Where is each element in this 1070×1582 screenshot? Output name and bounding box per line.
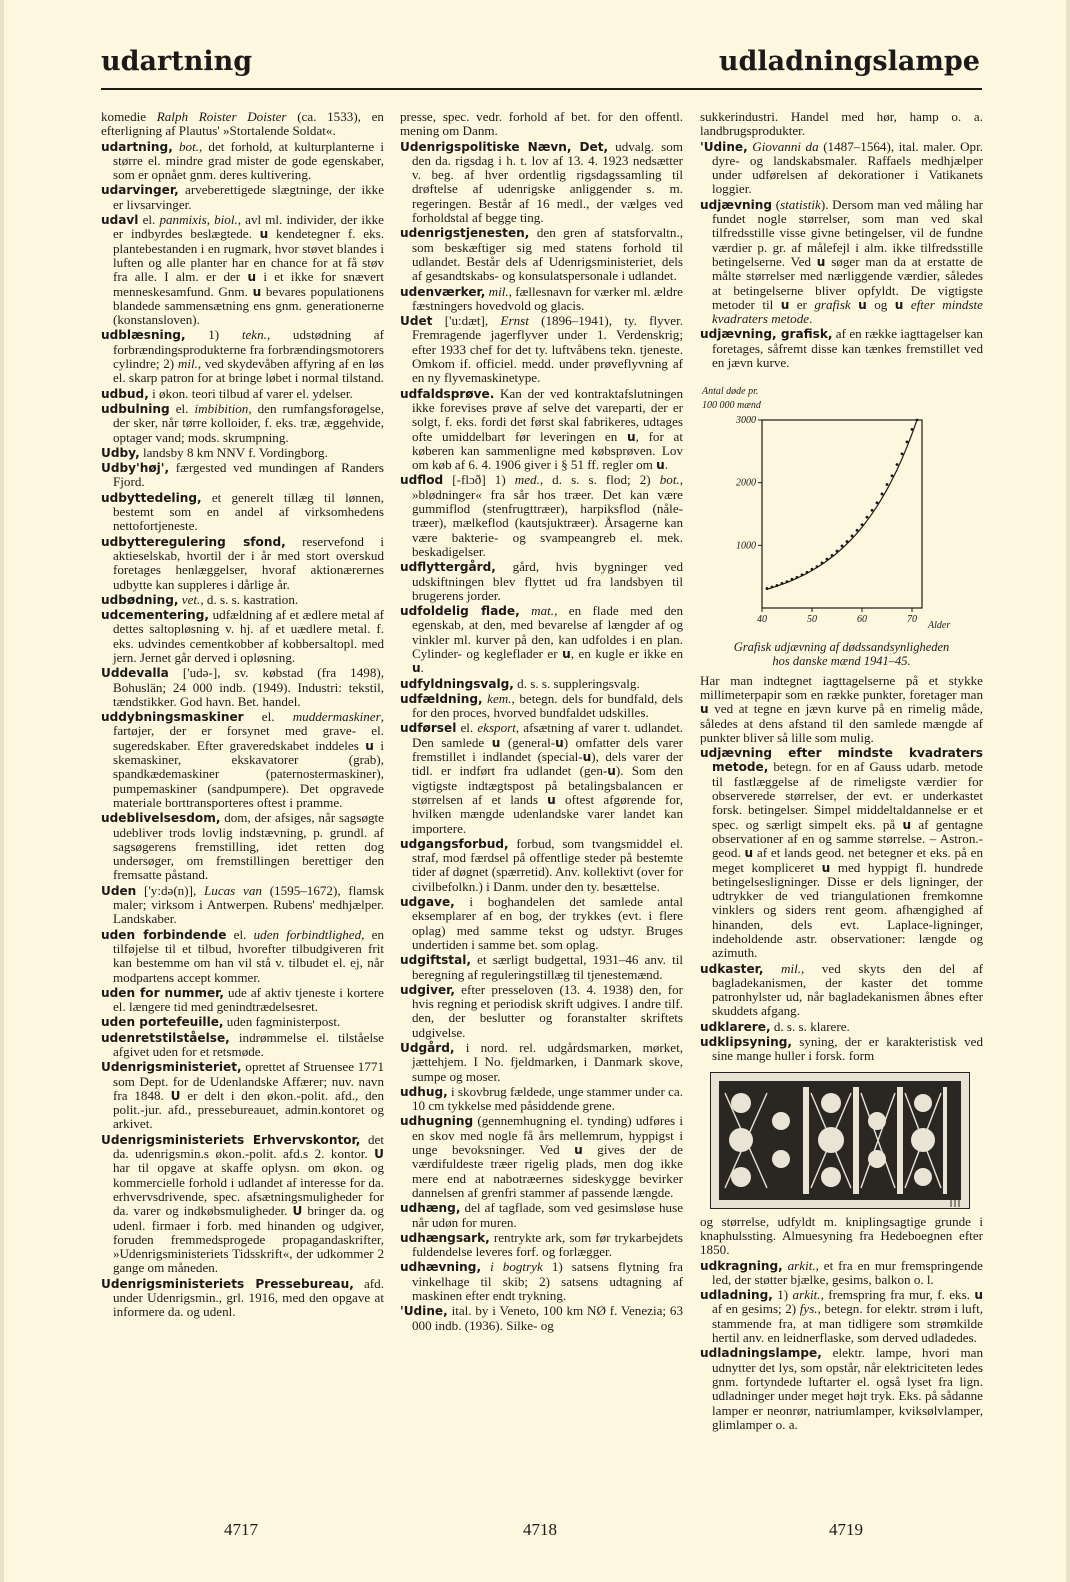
entry-headword: udflod: [400, 473, 444, 488]
dictionary-entry: [400, 1085, 683, 1114]
entry-headword: Uddevalla: [101, 666, 169, 681]
entry-definition: og størrelse, udfyldt m. kniplingsagtige grunde i knaphulssting. Almuesyning fra Hedeboegnen efter 1850.: [700, 1213, 983, 1258]
entry-definition: uden fagministerpost.: [223, 1014, 341, 1030]
entry-headword: udarvinger,: [101, 183, 179, 198]
dictionary-entry: [700, 1346, 983, 1432]
entry-headword: udjævning: [700, 197, 772, 212]
dictionary-entry: [101, 986, 384, 1015]
dictionary-entry: [400, 1201, 683, 1230]
entry-definition: af en række iagttagelser kan foretages, såfremt disse kan tænkes fremstillet ved en jævn kurve.: [712, 326, 983, 371]
entry-headword: udartning,: [101, 139, 173, 154]
x-tick-label: 50: [807, 614, 817, 626]
observation-point: [836, 550, 839, 553]
entry-headword: udgangsforbud,: [400, 836, 509, 851]
observation-point: [891, 475, 894, 478]
dictionary-entry: [400, 1041, 683, 1084]
entry-definition: Giovanni da (1487–1564), ital. maler. Opr. dyre- og landskabsmaler. Raffaels medhjælper under udførelsen af dekorationer i Vatikanets loggier.: [712, 138, 983, 197]
observation-point: [861, 524, 864, 527]
entry-definition: i nord. rel. udgårdsmarken, mørket, jættehjem. I No. fjeldmarken, i Danmark skove, sumpe og moser.: [412, 1040, 683, 1084]
x-tick-label: 60: [857, 614, 867, 626]
entry-headword: udklipsyning,: [700, 1035, 792, 1050]
dictionary-entry: [101, 1133, 384, 1276]
entry-definition: el. imbibition, den rumfangsforøgelse, der sker, når tørre kolloider, f. eks. træ, æggehvide, optager vand; mods. skrumpning.: [113, 400, 384, 445]
entry-definition: udvalg. som den da. rigsdag i h. t. lov af 13. 4. 1923 nedsætter v. beg. af hver ordentlig rigsdagssamling til drøftelse af udenrigske anliggender s. m. regeringen. Består af 16 medl., der vælges ved forholdstal af begge ting.: [412, 138, 683, 226]
entry-definition: indrømmelse el. tilståelse afgivet uden for et retsmøde.: [113, 1029, 384, 1059]
dictionary-entry: [700, 1215, 983, 1258]
entry-headword: udjævning efter mindste kvadraters metode,: [700, 746, 983, 775]
dictionary-entry: [400, 1304, 683, 1333]
entry-definition: efter presseloven (13. 4. 1938) den, for hvis regning et periodisk skrift udgives. I andre tilf. den, der beslutter og foranstalter skriftets udgivelse.: [412, 981, 683, 1040]
entries-col-2: [400, 110, 683, 1333]
entry-headword: Udenrigsministeriets Pressebureau,: [101, 1276, 354, 1291]
dictionary-entry: [101, 593, 384, 607]
mortality-chart-svg: [700, 380, 983, 632]
dictionary-entry: [101, 110, 384, 139]
entry-headword: udbytteregulering sfond,: [101, 534, 286, 549]
entry-definition: d. s. s. klarere.: [770, 1018, 850, 1034]
observation-point: [821, 562, 824, 565]
observation-point: [841, 545, 844, 548]
x-tick-label: 70: [907, 614, 917, 626]
observation-point: [806, 571, 809, 574]
observation-point: [766, 588, 769, 591]
dictionary-entry: [400, 473, 683, 559]
entry-headword: udfældning,: [400, 691, 483, 706]
left-running-headword: udartning: [101, 46, 253, 77]
entry-definition: forbud, som tvangsmiddel el. straf, mod færdsel på offentlige steder på bestemte tider af døgnet (spærretid). Anv. kollektivt (over for civilbefolkn.) i Danm. under den ty. besættelse.: [412, 835, 683, 894]
entry-definition: rentrykte ark, som før trykarbejdets fuldendelse leveres forf. og forlægger.: [412, 1229, 683, 1260]
entry-definition: betegn. for en af Gauss udarb. metode til fastlæggelse af de rimeligste værdier for observerede størrelser, der evt. er underkastet forsk. betingelser. Simpel middeltaldannelse er et spec. og særligt simpelt eks. på u af gentagne observationer af en og samme størrelse. – Astron.-geod. u af et lands geod. net betegner et eks. på en meget kompliceret u med hyppigt fl. hundrede betingelsesligninger. Disse er dels ligninger, der udtrykker de ved triangulationen fremkomne vinklers og siders rent geom. afhængighed af hinanden, dels evt. Laplace-ligninger, indeholdende astr. observationer: længde og azimuth.: [712, 759, 983, 961]
chart-ylabel-line2: 100 000 mænd: [702, 400, 761, 412]
entry-definition: komedie Ralph Roister Doister (ca. 1533), en efterligning af Plautus' »Stortalende Soldat«.: [101, 110, 384, 139]
entry-definition: syning, der er karakteristisk ved sine mange huller i forsk. form: [712, 1034, 983, 1064]
dictionary-entry: [101, 535, 384, 592]
dictionary-entry: [400, 721, 683, 835]
entry-definition: ital. by i Veneto, 100 km NØ f. Venezia; 63 000 indb. (1936). Silke- og: [412, 1303, 683, 1333]
entry-headword: udhugning: [400, 1114, 474, 1129]
entry-headword: udbyttedeling,: [101, 490, 202, 505]
column-3: [700, 110, 983, 1450]
dictionary-entry: [101, 140, 384, 183]
dictionary-entry: [400, 560, 683, 603]
entry-definition: ['y:də(n)], Lucas van (1595–1672), flamsk maler; virksom i Antwerpen. Rubens' medhjælper. Landskaber.: [113, 882, 384, 927]
entries-col-1: [101, 110, 384, 1320]
dictionary-entry: [400, 677, 683, 691]
dictionary-entry: [700, 962, 983, 1019]
mortality-chart: [700, 380, 983, 635]
chart-caption-line2: hos danske mænd 1941–45.: [772, 653, 911, 668]
dictionary-entry: [400, 387, 683, 473]
entry-headword: udhug,: [400, 1084, 448, 1099]
entry-headword: 'Udine,: [400, 1304, 448, 1319]
dictionary-entry: [400, 140, 683, 226]
dictionary-entry: [101, 1277, 384, 1320]
dictionary-entry: [101, 811, 384, 882]
dictionary-entry: [101, 928, 384, 985]
entry-headword: udgiver,: [400, 982, 455, 997]
entry-definition: arveberettigede slægtninge, der ikke er livsarvinger.: [113, 182, 384, 212]
dictionary-entry: [700, 1020, 983, 1034]
entry-headword: Uden: [101, 883, 137, 898]
entry-definition: et generelt tillæg til lønnen, bestemt som en andel af virksomhedens nettofortjeneste.: [113, 489, 384, 534]
entry-headword: udbulning: [101, 401, 170, 416]
entry-headword: Udet: [400, 314, 433, 329]
y-tick-label: 2000: [736, 478, 756, 490]
entry-definition: arkit., et fra en mur fremspringende led, der støtter bjælke, gesims, balkon o. l.: [712, 1257, 983, 1287]
observation-point: [896, 463, 899, 466]
entry-headword: udblæsning,: [101, 328, 186, 343]
entry-headword: udgiftstal,: [400, 953, 471, 968]
entry-definition: el. panmixis, biol., avl ml. individer, der ikke er indbyrdes beslægtede. u kendetegner f. eks. plantebestanden i en rugmark, hvor støvet blandes i luften og alle planter har en chance for at få støv fra alle. I alm. er der u i et ikke for snævert menneskesamfund. Gnm. u bevares populationens blandede sammensætning ens gnm. generationerne (konstansloven).: [113, 212, 384, 328]
entry-headword: udhævning,: [400, 1260, 482, 1275]
chart-ylabel-line1: Antal døde pr.: [702, 386, 759, 398]
chart-xlabel: Alder: [928, 620, 951, 632]
entry-headword: udhæng,: [400, 1201, 461, 1216]
entry-definition: det da. udenrigsmin.s økon.-polit. afd.s 2. kontor. U har til opgave at skaffe oplysn. om økon. og kommercielle forhold i udlandet af interesse for da. erhvervsdrivende, spec. afsætningsmuligheder for da. varer og indkøbsmuligheder. U bringer da. og udenl. firmaer i forb. med hinanden og udgiver, foruden fremmedsprogede propagandaskrifter, »Udenrigsministeriets Tidsskrift«, der udkommer 2 gange om måneden.: [113, 1131, 384, 1276]
observation-point: [786, 581, 789, 584]
page-number-left: 4717: [224, 1520, 258, 1539]
entry-definition: Har man indtegnet iagttagelserne på et stykke millimeterpapir som en række punkter, foretager man u ved at tegne en jævn kurve på en rimelig måde, således at dens afstand til den samlede mængde af punkter bliver så lille som mulig.: [700, 672, 983, 745]
dictionary-entry: [101, 1060, 384, 1131]
entry-definition: den gren af statsforvaltn., som beskæftiger sig med statens forhold til udlandet. Består dels af Udenrigsministeriet, dels af gesandtskabs- og konsulatspersonale i udlandet.: [412, 225, 683, 284]
entry-headword: udkaster,: [700, 961, 764, 976]
entry-definition: et særligt budgettal, 1931–46 anv. til beregning af reguleringstillæg til tjenestemænd.: [412, 952, 683, 982]
entry-definition: el. uden forbindtlighed, en tilføjelse til et tilbud, hvorefter tilbudgiveren frit kan bestemme om han vil stå v. tilbudet el. ej, når modpartens accept kommer.: [113, 926, 384, 985]
entry-headword: udladning,: [700, 1288, 773, 1303]
entry-definition: ['u:dæt], Ernst (1896–1941), ty. flyver. Fremragende jagerflyver under 1. Verdenskrig; efter 1933 chef for det ty. luftvåbens tekn. tjeneste. Omkom if. officiel. medd. under prøveflyvning af en ny flyvemaskinetype.: [412, 313, 683, 386]
right-running-headword: udladningslampe: [718, 46, 980, 77]
entry-definition: mat., en flade med den egenskab, at den, med bevarelse af længder af og vinkler ml. kurver på den, kan udfoldes i en plan. Cylinder- og kegleflader er u, en kugle er ikke en u.: [412, 603, 683, 676]
entry-headword: Udby'høj',: [101, 461, 170, 476]
entry-headword: udjævning, grafisk,: [700, 327, 833, 342]
entry-headword: Udenrigspolitiske Nævn, Det,: [400, 139, 609, 154]
dictionary-entry: [400, 837, 683, 894]
chart-caption-line1: Grafisk udjævning af dødssandsynligheden: [733, 639, 950, 654]
observation-point: [856, 529, 859, 532]
header-rule: [101, 88, 982, 90]
entries-col-3a: [700, 110, 983, 370]
dictionary-entry: [700, 1035, 983, 1064]
entry-definition: (gennemhugning el. tynding) udføres i en skov med nogle få års mellemrum, hyppigst i unge bevoksninger. Ved u gives der de værdifuldeste træer rigelig plads, men dog ikke mere end at nabotræernes sideskygge bevirker dannelsen af grenfri stammer af passende længde.: [412, 1113, 683, 1200]
entry-definition: kem., betegn. dels for bundfald, dels for den proces, hvorved bundfaldet udskilles.: [412, 690, 683, 721]
dictionary-entry: [400, 953, 683, 982]
entry-headword: Udby,: [101, 445, 140, 460]
smoothed-curve: [767, 420, 917, 589]
dictionary-entry: [101, 1015, 384, 1029]
entry-definition: vet., d. s. s. kastration.: [181, 591, 299, 607]
entry-definition: elektr. lampe, hvori man udnytter det lys, som opstår, når elektriciteten ledes gnm. fortyndede luftarter el. også lyset fra lign. udladninger under meget højt tryk. Eks. på sådanne lamper er neonrør, natriumlamper, kviksølvlamper, glimlamper o. a.: [712, 1345, 983, 1432]
y-tick-label: 1000: [736, 540, 756, 552]
dictionary-entry: [400, 110, 683, 139]
dictionary-entry: [101, 710, 384, 810]
entry-definition: Kan der ved kontraktafslutningen ikke forevises prøve af selve det vareparti, der er solgt, f. eks. fordi det først skal fabrikeres, udtages ofte umiddelbart før leveringen en u, for at køberen kan sammenligne med købsprøven. Lov om køb af 6. 4. 1906 giver i § 51 ff. regler om u.: [412, 385, 683, 473]
page-edge-right: [1066, 0, 1070, 1582]
entry-headword: udhængsark,: [400, 1230, 490, 1245]
dictionary-entry: [101, 666, 384, 709]
entry-definition: mil., fællesnavn for værker ml. ældre fæstningers hovedvold og glacis.: [412, 283, 683, 313]
entry-definition: mil., ved skyts den del af bagladekanismen, der kaster det tomme patronhylster ud, når bagladekanismen åbnes efter skuddets afgang.: [712, 960, 983, 1019]
observation-point: [846, 541, 849, 544]
x-tick-label: 40: [757, 614, 767, 626]
dictionary-entry: [101, 387, 384, 401]
dictionary-entry: [101, 183, 384, 212]
dictionary-entry: [700, 140, 983, 197]
observation-point: [816, 566, 819, 569]
page-edge-left: [0, 0, 4, 1582]
entries-col-3b: [700, 674, 983, 1064]
entry-definition: ude af aktiv tjeneste i kortere el. længere tid med genindtrædelsesret.: [113, 984, 384, 1015]
entries-col-3c: [700, 1215, 983, 1432]
dictionary-entry: [101, 608, 384, 665]
dictionary-entry: [400, 1114, 683, 1200]
observation-point: [871, 509, 874, 512]
column-2: [400, 110, 683, 1450]
entry-headword: udavl: [101, 213, 139, 228]
dictionary-entry: [400, 983, 683, 1040]
entry-definition: el. muddermaskiner, fartøjer, der er forsynet med grave- el. sugeredskaber. Efter graveredskabet inddeles u i skemaskiner, ekskavatorer (grab), spandkædemaskiner (paternostermaskiner), pumpemaskiner (sandpumpere). Det opgravede materiale borttransporteres oftest i pramme.: [113, 709, 384, 810]
entry-headword: udfyldningsvalg,: [400, 676, 514, 691]
entry-headword: udgave,: [400, 895, 455, 910]
entry-headword: uden portefeuille,: [101, 1015, 224, 1030]
dictionary-entry: [101, 884, 384, 927]
entry-headword: udbødning,: [101, 592, 179, 607]
entry-headword: uddybningsmaskiner: [101, 710, 244, 725]
entry-definition: reservefond i aktieselskab, hvortil der i år med stort overskud foretages henlæggelser, hvoraf aktionærernes udbytte kan suppleres i dårlige år.: [113, 533, 384, 592]
page-number-right: 4719: [829, 1520, 863, 1539]
entry-definition: ['udə-], sv. købstad (fra 1498), Bohuslän; 24 000 indb. (1949). Industri: tekstil, tændstikker. God havn. Bet. handel.: [113, 665, 384, 709]
chart-caption: [700, 640, 983, 668]
dictionary-entry: [400, 895, 683, 952]
entry-headword: uden forbindende: [101, 927, 227, 942]
dictionary-entry: [700, 746, 983, 960]
observation-point: [826, 558, 829, 561]
entry-headword: Udenrigsministeriets Erhvervskontor,: [101, 1132, 361, 1147]
observation-point: [916, 419, 919, 422]
dictionary-entry: [700, 1288, 983, 1345]
dictionary-entry: [400, 285, 683, 314]
y-tick-label: 3000: [736, 415, 756, 427]
observation-point: [876, 502, 879, 505]
observation-point: [906, 441, 909, 444]
entry-definition: gård, hvis bygninger ved udskiftningen blev flyttet ud fra landsbyen til brugerens jorder.: [412, 559, 683, 603]
observation-point: [796, 576, 799, 579]
entry-headword: udenretstilståelse,: [101, 1030, 230, 1045]
entry-definition: i økon. teori tilbud af varer el. ydelser.: [148, 385, 353, 401]
observation-point: [801, 574, 804, 577]
observation-point: [886, 483, 889, 486]
dictionary-entry: [101, 446, 384, 460]
entry-headword: udbud,: [101, 386, 149, 401]
entry-definition: del af tagflade, som ved gesimsløse huse når udøn for muren.: [412, 1200, 683, 1230]
entry-headword: udfoldelig flade,: [400, 604, 520, 619]
embroidery-image: [711, 1073, 969, 1208]
dictionary-entry: [700, 674, 983, 745]
dictionary-entry: [400, 604, 683, 675]
entry-definition: færgested ved mundingen af Randers Fjord.: [113, 460, 384, 490]
entry-headword: udflyttergård,: [400, 560, 496, 575]
embroidery-illustration: [710, 1072, 970, 1209]
column-1: [101, 110, 384, 1450]
entry-headword: udklarere,: [700, 1019, 771, 1034]
entry-definition: 1) tekn., udstødning af forbrændingsprodukterne fra forbrændingsmotorers cylindre; 2) mil., ved skydevåben affyring af en løs el. skarp patron for at bringe løbet i normal tilstand.: [113, 327, 384, 386]
dictionary-entry: [101, 213, 384, 327]
entry-definition: i bogtryk 1) satsens flytning fra vinkelhage til skib; 2) satsens udtagning af maskinen efter endt trykning.: [412, 1259, 683, 1304]
entry-headword: udenværker,: [400, 284, 486, 299]
entry-definition: afd. under Udenrigsmin., grl. 1916, med den opgave at informere da. og udenl.: [113, 1275, 384, 1320]
observation-point: [911, 428, 914, 431]
entry-definition: bot., det forhold, at kulturplanterne i større el. mindre grad mister de gode egenskaber, som er opnået gnm. deres kultivering.: [113, 138, 384, 183]
entry-headword: udførsel: [400, 721, 457, 736]
dictionary-entry: [101, 1031, 384, 1060]
observation-point: [791, 578, 794, 581]
entry-definition: el. eksport, afsætning af varer t. udlandet. Den samlede u (general-u) omfatter dels varer fremstillet i indlandet (special-u), dels varer der tidl. er indført fra udlandet (gen-u). Som den vigtigste indtægtspost på betalingsbalancen er størrelsen af et lands u oftest afgørende for, hvilken mængde udenlandske varer landet kan importere.: [412, 720, 683, 836]
entry-definition: landsby 8 km NNV f. Vordingborg.: [139, 444, 328, 460]
entry-headword: udenrigstjenesten,: [400, 226, 530, 241]
observation-point: [881, 493, 884, 496]
entry-headword: uden for nummer,: [101, 985, 224, 1000]
dictionary-entry: [101, 328, 384, 385]
entry-headword: udkragning,: [700, 1258, 783, 1273]
chart-frame: [762, 420, 922, 608]
entry-headword: udeblivelsesdom,: [101, 811, 221, 826]
dictionary-entry: [700, 110, 983, 139]
observation-point: [781, 582, 784, 585]
entry-headword: Udenrigsministeriet,: [101, 1060, 242, 1075]
entry-definition: oprettet af Struensee 1771 som Dept. for de Udenlandske Affærer; nuv. navn fra 1848. U er delt i den økon.-polit. afd., den polit.-jur. afd., pressebureauet, admin.kontoret og arkivet.: [113, 1059, 384, 1132]
entry-definition: d. s. s. suppleringsvalg.: [513, 675, 640, 691]
observation-point: [771, 586, 774, 589]
page-number-middle: 4718: [523, 1520, 557, 1539]
observation-point: [866, 516, 869, 519]
dictionary-entry: [400, 1260, 683, 1303]
entry-definition: presse, spec. vedr. forhold af bet. for den offentl. mening om Danm.: [400, 110, 683, 139]
dictionary-entry: [700, 198, 983, 327]
observation-point: [811, 568, 814, 571]
dictionary-entry: [101, 491, 384, 534]
entry-definition: dom, der afsiges, når sagsøgte udebliver trods lovlig indstævning, p. grundl. af sagsøgerens fremstilling, idet retten dog undersøger, om fremstillingen berettiger den fremsatte påstand.: [113, 810, 384, 883]
dictionary-entry: [101, 402, 384, 445]
entry-headword: udladningslampe,: [700, 1346, 822, 1361]
entry-headword: udcementering,: [101, 608, 210, 623]
observation-point: [831, 554, 834, 557]
entry-definition: sukkerindustri. Handel med hør, hamp o. a. landbrugsprodukter.: [700, 110, 983, 139]
dictionary-entry: [700, 1259, 983, 1288]
dictionary-entry: [700, 327, 983, 370]
entry-headword: Udgård,: [400, 1041, 455, 1055]
entry-definition: 1) arkit., fremspring fra mur, f. eks. u af en gesims; 2) fys., betegn. for elektr. strøm i luft, stammende fra, at man tidligere som strømkilde hertil anv. en leidnerflaske, som derved udladedes.: [712, 1287, 983, 1346]
dictionary-entry: [101, 461, 384, 490]
dictionary-entry: [400, 1231, 683, 1260]
entry-definition: i skovbrug fældede, unge stammer under ca. 10 cm tykkelse med påsiddende grene.: [412, 1083, 683, 1114]
entry-definition: [-flɔð] 1) med., d. s. s. flod; 2) bot., »blødninger« fra sår hos træer. Det kan være gummiflod (stenfrugttræer), harpiksflod (nåle-træer), mælkeflod (kautsjuktræer). Årsagerne kan være bakterie- og svampeangreb el. mek. beskadigelser.: [412, 472, 683, 559]
dictionary-entry: [400, 226, 683, 283]
entry-definition: (statistik). Dersom man ved måling har fundet nogle størrelser, som man ved skal tilfredsstille visse givne betingelser, vil de fundne værdier p. gr. af målefejl i alm. ikke tilfredsstille betingelserne. Ved u søger man da at erstatte de målte størrelser med nærliggende værdier, således at betingelserne bliver opfyldt. De vigtigste metoder til u er grafisk u og u efter mindste kvadraters metode.: [712, 196, 983, 327]
observation-point: [851, 535, 854, 538]
observation-point: [901, 453, 904, 456]
dictionary-entry: [400, 692, 683, 721]
entry-definition: udfældning af et ædlere metal af dettes saltopløsning v. hj. af et uædlere metal. f. eks. udvindes cementkobber af kobbersaltopl. med jern. Jernet går derved i opløsning.: [113, 607, 384, 665]
entry-headword: 'Udine,: [700, 139, 748, 154]
entry-definition: i boghandelen det samlede antal eksemplarer af en bog, der trykkes (evt. i flere oplag) med samme tekst og udstyr. Bruges undertiden i samme bet. som oplag.: [412, 894, 683, 952]
dictionary-entry: [400, 314, 683, 385]
observation-point: [776, 584, 779, 587]
entry-headword: udfaldsprøve.: [400, 386, 495, 401]
